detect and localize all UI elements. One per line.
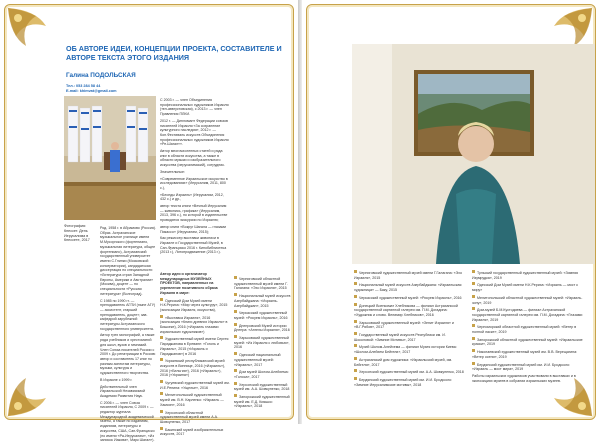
closing-paragraph: Работы израильских художников участвовали в выставках и в экспозициях музеев в собрании израильских музеев. bbox=[472, 373, 576, 383]
bullet-icon bbox=[160, 392, 163, 395]
list-item: Одесский национальный художественный музей: «Израиль», 2017 bbox=[234, 353, 281, 367]
bullet-icon bbox=[354, 369, 357, 372]
bullet-icon bbox=[472, 337, 475, 340]
list-item: Херсонский областной художественный музей имени А.А. Шовкуненко, 2017 bbox=[160, 410, 218, 424]
biography-column-2 bbox=[160, 98, 230, 257]
list-item: Национальный музей искусств Азербайджана: «Израильская художница» — Баку, 2015 bbox=[354, 283, 462, 293]
list-item: «Выставка Израиля», 2016 (экспозиция «Книги древних Израиля» в Бишкеке), 2016 («Израиль глазами израильских художников») bbox=[160, 315, 228, 334]
right-page bbox=[302, 0, 600, 424]
bullet-icon bbox=[234, 323, 237, 326]
bio-paragraph: С 1985 по 1990 гг. — преподаватель АГПИ (ныне АГУ) — ассистент, старший преподаватель, доцент; зав. кафедрой зарубежной литературы Астраханского государственного университета. bbox=[100, 298, 156, 331]
bio-paragraph: Автор трех монографий, а также ряда учебников и хрестоматий для школ, вузов и гимназий. Член Союза писателей России с 2009 г. До репатриации в Россию автор и составитель 17 книг по разным аспектам литературы, музыки, культуры и художественного творчества. bbox=[100, 333, 156, 376]
knesset-photo bbox=[64, 96, 156, 220]
bio-paragraph: автор текста книги «Вечный Иерусалим — живопись, графика» (Иерусалим, 2013, 396 с.), по которой в издательстве проводятся экскурсии по Израилю; bbox=[160, 204, 228, 223]
bullet-icon bbox=[472, 324, 475, 327]
bullet-icon bbox=[160, 410, 163, 413]
biography bbox=[100, 226, 156, 445]
list-item: Астраханский дом художника: «Израильский музей, им. Бейгеля», 2017 bbox=[354, 357, 453, 367]
list-item: Донецкий Военкомат Хлебникова — филиал Астраханской государственной картинной галереи им. П.М. Догадина: «Художник и слово. Велимир Хлебников», 2016 bbox=[354, 303, 458, 317]
bullet-icon bbox=[234, 382, 237, 385]
bullet-icon bbox=[160, 358, 163, 361]
list-item: Черноморский областной художественный музей: «Ветер в полной ласке», 2019 bbox=[472, 325, 577, 335]
bio-paragraph: В Израиле с 1999 г. bbox=[100, 377, 133, 382]
bullet-icon bbox=[160, 380, 163, 383]
bullet-icon bbox=[354, 332, 357, 335]
list-item: Бакинский музей изобразительных искусств, 2017 bbox=[160, 427, 224, 437]
list-item: Мелитопольский художественный музей им. В.Н. Карленко: «Израиль — Хамсин», 2016 bbox=[160, 393, 224, 407]
list-item: Николаевский художественный музей им. В.В. Верещагина: «Ветер осени», 2019 bbox=[472, 350, 578, 359]
bullet-icon bbox=[234, 369, 237, 372]
bullet-icon bbox=[160, 336, 163, 339]
list-item: Херсонский художественный музей им. А.А. Шовкуненко, 2018 bbox=[234, 382, 290, 392]
list-item: Художественный музей имени Сергея Параджанова в Ереване: «Гоголь и Израиль», 2015 («Израиль и Параджанов») в 2016 bbox=[160, 337, 229, 356]
floral-corner-ornament-icon bbox=[6, 6, 66, 66]
bullet-icon bbox=[234, 335, 237, 338]
bullet-icon bbox=[472, 282, 475, 285]
list-item: Днепровский Музей истории Днепра: «Ангелы Израиля», 2016 bbox=[234, 323, 290, 333]
bullet-icon bbox=[234, 394, 237, 397]
bullet-icon bbox=[472, 307, 475, 310]
list-item: Черниговский областной художественный музей имени Г. Галагана: «Эхо Израиля», 2015 bbox=[234, 277, 288, 291]
list-item: Херсонский художественный музей им. А.А. Шовкуненко, 2018 bbox=[354, 369, 466, 375]
bio-paragraph: 2012 г. — Дипломант Федерации союзов писателей Израиля «За сохранение культурного наследия», 2012 г. — Кон.Фестиваль искусств Объединения профессиональных художников Израиля «Ре-Шагал»». bbox=[160, 118, 229, 147]
bullet-icon bbox=[160, 427, 163, 430]
bullet-icon bbox=[234, 310, 237, 313]
list-item: Дом музей Шолом-Алейхема: «Голоса», 2017 bbox=[234, 370, 289, 379]
photo-caption: Фотография: Кнессет. День Иерусалима в Кнессете, 2017 bbox=[64, 224, 90, 243]
list-item: Музей Шолом-Алейхема — филиал Музея истории Киева: «Шолом-Алейхем Бейгели», 2017 bbox=[354, 345, 457, 355]
museum-projects-list-3 bbox=[354, 270, 466, 389]
list-item: Черкасский художественный музей: «Рисуем Израиль», 2016 bbox=[354, 295, 466, 301]
left-page bbox=[0, 0, 298, 443]
bio-paragraph: Значительные: bbox=[160, 169, 185, 174]
bio-paragraph: С 2006 г. — член Союза писателей Израиля, С 2009 г. — редактор журнала Международной академической газеты, а также по изданиям, изданиям, литературы и искусства, США, Сан-Франциско (по имени «Ра-Иерусалим», «Из записок Иакова», Марк Шагал»). bbox=[100, 400, 155, 443]
bullet-icon bbox=[234, 293, 237, 296]
list-item: Чугуевский художественный музей им. И.Е.Репина: «Ущелье», 2016 bbox=[160, 381, 230, 390]
museum-projects-heading: Автор идеи и организатор международных МУЗЕЙНЫХ ПРОЕКТОВ, направленных на укрепление позитивного образа Израиля в мире: bbox=[160, 272, 218, 295]
bullet-icon bbox=[354, 377, 357, 380]
list-item: Государственный музей искусств Республики им. И. Шоколовой: «Зимние Мотивы», 2017 bbox=[354, 333, 446, 342]
bullet-icon bbox=[472, 362, 475, 365]
email: E-mail: khimvat@gmail.com bbox=[66, 89, 117, 93]
list-item: Бердянский художественный музей им. И.И. Бродского: «Зимние Иерусалимские мотивы», 2018 bbox=[354, 377, 453, 387]
bio-paragraph: С 2003 г. — член Объединения профессиональных художников Израиля (тел-аввгустовская), с 2013 г. — член Правления ПЛКИ. bbox=[160, 98, 229, 117]
bullet-icon bbox=[354, 320, 357, 323]
list-item: Дом-музей Б.М.Кустодиева — филиал Астраханской государственной картинной галереи им. П.М. Догадина: «Глазами Израиля», 2019 bbox=[472, 308, 583, 322]
bullet-icon bbox=[472, 295, 475, 298]
bullet-icon bbox=[354, 303, 357, 306]
museum-projects-list bbox=[160, 272, 230, 439]
list-item: Запорожский художественный музей им. Е.Д. Кияшко: «Израиль», 2018 bbox=[234, 395, 290, 409]
bullet-icon bbox=[472, 349, 475, 352]
contact-info bbox=[66, 84, 117, 94]
bullet-icon bbox=[234, 352, 237, 355]
bullet-icon bbox=[354, 282, 357, 285]
section-title: ОБ АВТОРЕ ИДЕИ, КОНЦЕПЦИИ ПРОЕКТА, СОСТАВИТЕЛЕ И АВТОРЕ ТЕКСТА ЭТОГО ИЗДАНИЯ bbox=[66, 44, 282, 62]
list-item: Харьковский художественный музей: «Зенит Израиля» и «В.Г.Рябов», 2017 bbox=[354, 320, 454, 330]
author-name: Галина ПОДОЛЬСКАЯ bbox=[66, 72, 136, 79]
floral-corner-ornament-icon bbox=[6, 358, 66, 418]
list-item: Тульский государственный художественный музей: «Зимняя Изумрудка», 2019 bbox=[472, 271, 578, 280]
bio-paragraph: Автор многочисленных статей и ряда книг в области искусства, а также в области музыки и изобразительного искусства (иерусалимский), сотрудник. bbox=[160, 149, 225, 168]
bullet-icon bbox=[234, 276, 237, 279]
bullet-icon bbox=[354, 344, 357, 347]
bio-paragraph: «Современное Израильское искусство в исследованиях» (Иерусалим, 2011, 800 с.), bbox=[160, 176, 228, 190]
museum-projects-list-2 bbox=[234, 276, 292, 411]
bullet-icon bbox=[160, 315, 163, 318]
author-portrait-photo bbox=[352, 44, 595, 264]
list-item: Бердянский художественный музей им. И.И. Бродского: «Израиль — мост мира», 2019 bbox=[472, 362, 571, 372]
bio-paragraph: «Беседы Израиль» (Иерусалим, 2012, 432 с.) и др., bbox=[160, 192, 224, 202]
list-item: Мелитопольский областной художественный музей: «Израиль-зону», 2019 bbox=[472, 295, 583, 305]
bullet-icon bbox=[472, 270, 475, 273]
bullet-icon bbox=[354, 295, 357, 298]
bullet-icon bbox=[354, 357, 357, 360]
bio-paragraph: автор книги «Вокруг Шагала — глазами Пикассо» (Иерусалим, 2015); bbox=[160, 224, 226, 234]
bio-paragraph: Род. 1958 г. в Абрамово (Россия). Образ. Астраханское музыкальное училище имени М.Мусоргского (фортепиано, музыкальная литература, общее фортепиано), Астраханский государственный университет имени С.Глинки (Московской консерватории), кандидатская диссертация по специальности «Литература стран Западной Европы, Америки и Австралии» (Москва), доцент — по специальности «Русская литература» (Волгоград). bbox=[100, 226, 156, 296]
list-item: Одесский Дом Музей имени Н.К.Рериха: «Мир через культуру», 2015 (экспозиции Израиля, искусства), bbox=[160, 298, 228, 312]
list-item: Украинский республиканский музей искусств в Виннице, 2016 («Израиль»), 2016 («Бельгия»), 2016 («Израиль»), 2016 («Украина») bbox=[160, 359, 226, 378]
bio-paragraph: Действительный член Израильской Независимой Академии Развития Наук. bbox=[100, 384, 145, 398]
phone: Тел.: 053 284 58 44 bbox=[66, 84, 101, 88]
list-item: Харьковский художественный музей: «Из Израиля с любовью», 2016 bbox=[234, 336, 290, 350]
museum-projects-list-4 bbox=[472, 270, 584, 385]
bullet-icon bbox=[160, 298, 163, 301]
list-item: Одесский Дом Музей имени Н.К.Рериха: «Израиль — мост к миру» bbox=[472, 283, 578, 293]
bullet-icon bbox=[354, 270, 357, 273]
list-item: Запорожский областной художественный музей: «Израильские краски», 2019 bbox=[472, 337, 583, 347]
list-item: Черниговский художественный музей имени Г.Галагана: «Эхо Израиля», 2015 bbox=[354, 271, 462, 280]
bio-paragraph: Как режиссер выставки живописи в Израиле и Государственный Музей, в Сан-Франциско 2016 г. Кинобиблиотека (2013 г.), Литопродвижение (2013 г.). bbox=[160, 236, 227, 255]
list-item: Черкасский художественный музей: «Рисуем Израиль», 2016 bbox=[234, 311, 288, 320]
list-item: Национальный музей искусств Азербайджана: «Израиль-Азербайджан», 2015 bbox=[234, 294, 291, 308]
